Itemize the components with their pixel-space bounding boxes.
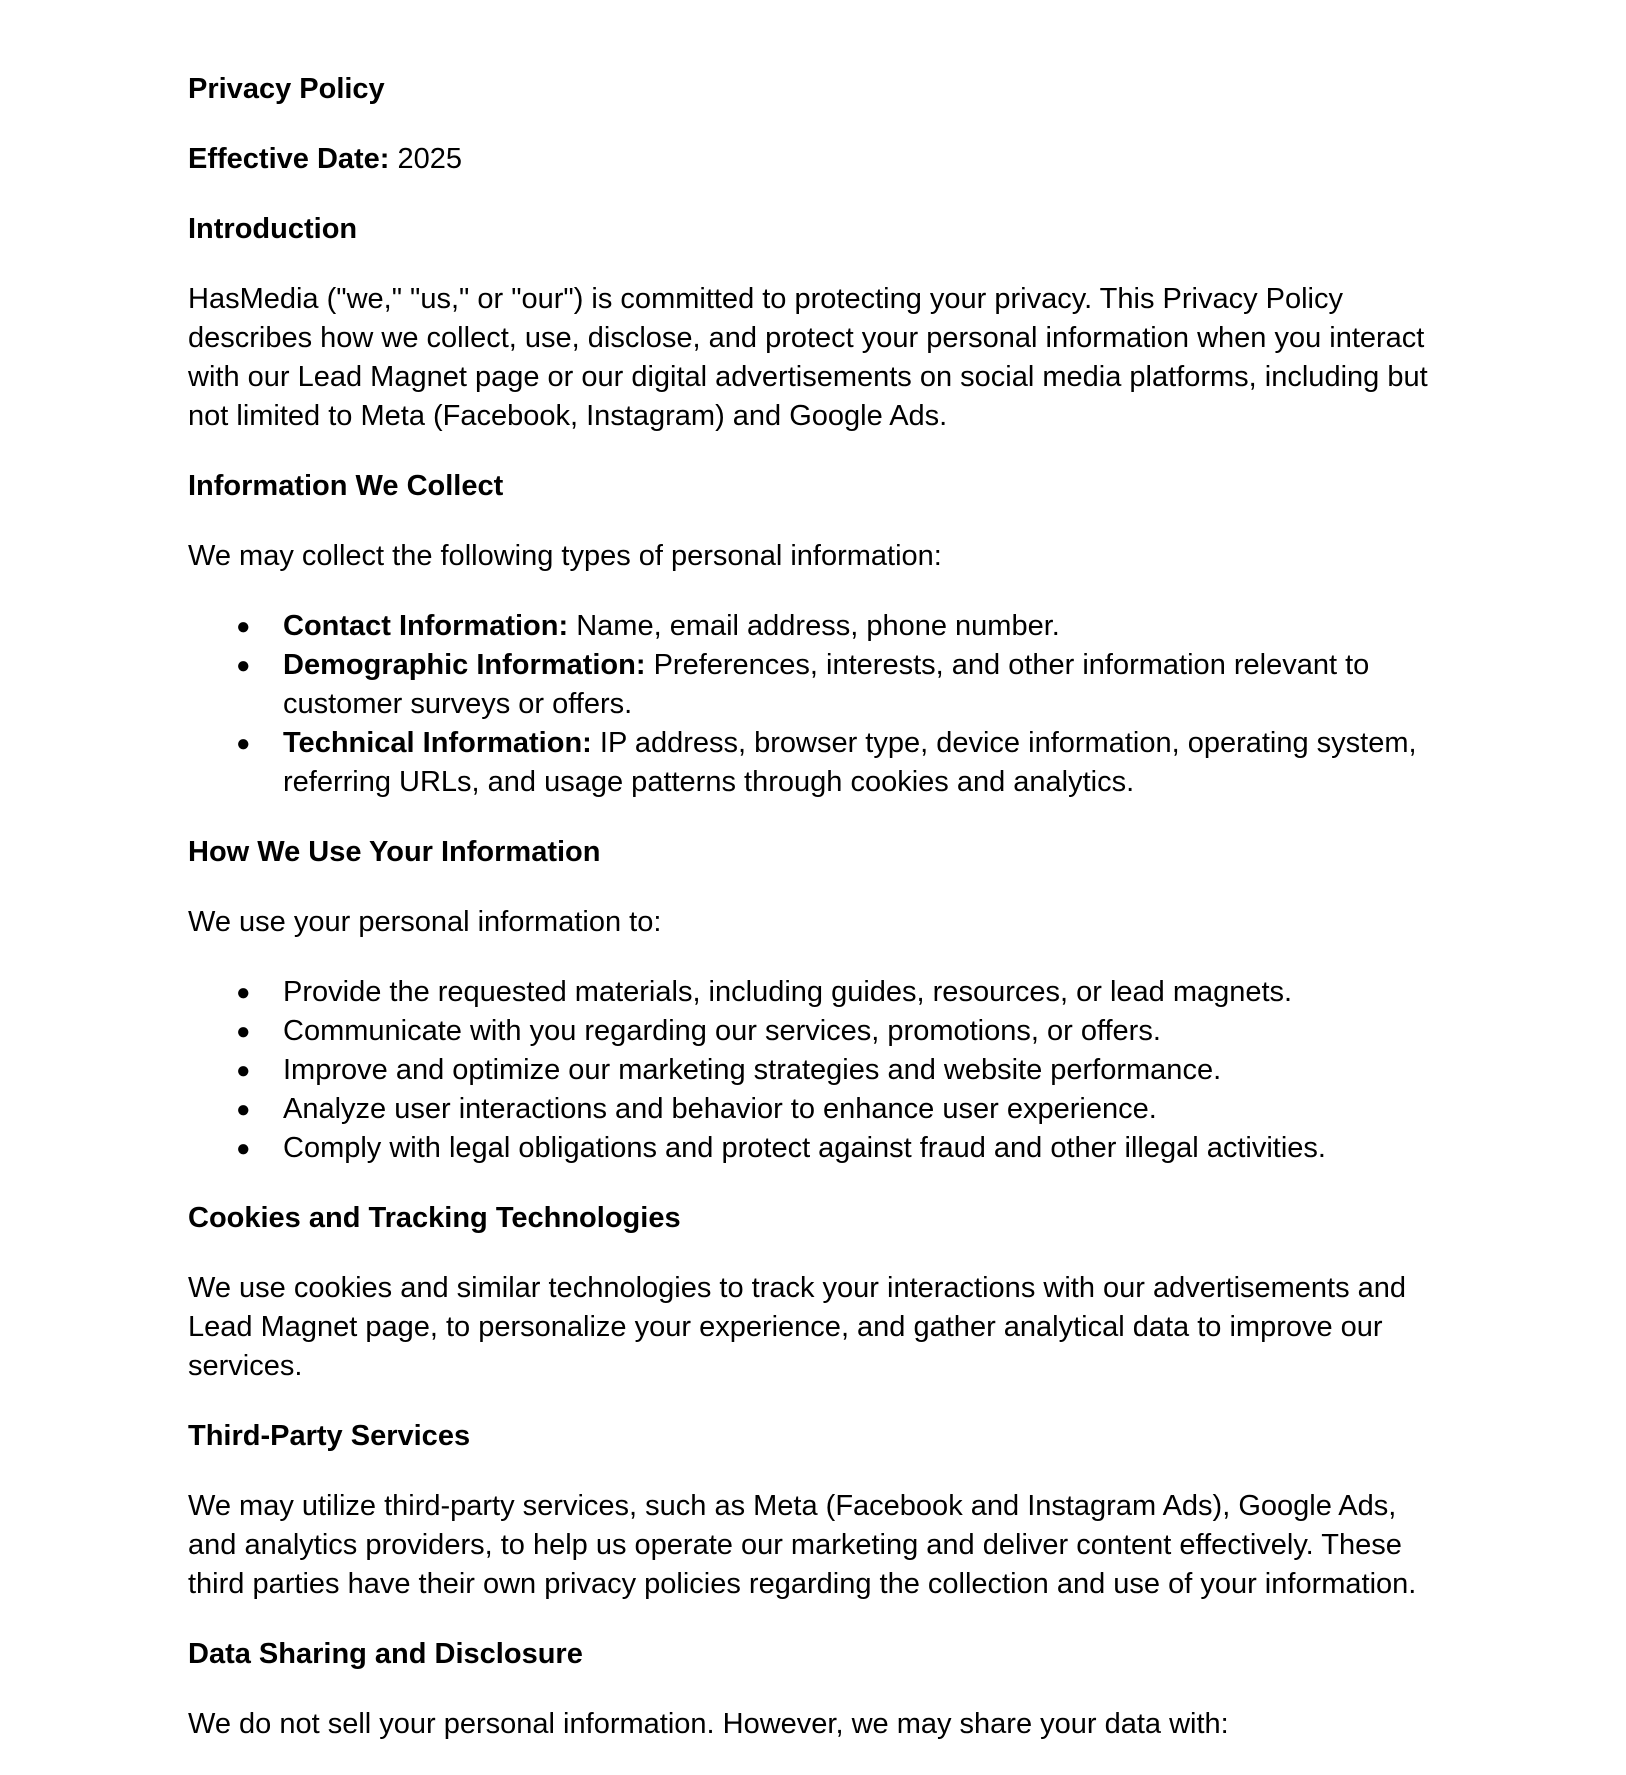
cookies-paragraph: We use cookies and similar technologies to track your interactions with our advertisements and Lead Magnet page, to personalize your experience, and gather analytical data to improve our services. [188,1272,1407,1382]
bullet-icon: ● [236,1057,251,1084]
list-item-text: Name, email address, phone number. [576,610,1060,642]
third-party-heading: Third-Party Services [188,1420,471,1452]
list-item-text: Communicate with you regarding our services, promotions, or offers. [283,1015,1161,1047]
bullet-icon: ● [236,1018,251,1045]
list-item-text: IP address, browser type, device information, operating system, referring URLs, and usage patterns through cookies and analytics. [283,727,1417,798]
effective-date-label: Effective Date: [188,143,390,175]
list-item [188,607,1448,646]
document-title: Privacy Policy [188,73,385,105]
list-item-label: Contact Information: [283,610,569,642]
intro-paragraph: HasMedia ("we," "us," or "our") is committed to protecting your privacy. This Privacy Policy describes how we collect, use, disclose, and protect your personal information when you interact with our Lead Magnet page or our digital advertisements on social media platforms, including but not limited to Meta (Facebook, Instagram) and Google Ads. [188,283,1428,432]
bullet-icon: ● [236,613,251,640]
use-list [188,973,1448,1168]
list-item [188,646,1448,724]
bullet-icon: ● [236,1096,251,1123]
list-item-label: Technical Information: [283,727,592,759]
use-lead: We use your personal information to: [188,906,662,938]
collect-lead: We may collect the following types of personal information: [188,540,942,572]
effective-date-value: 2025 [397,143,463,175]
bullet-icon: ● [236,1135,251,1162]
list-item [188,1051,1448,1090]
bullet-icon: ● [236,730,251,757]
bullet-icon: ● [236,979,251,1006]
collect-list [188,607,1448,802]
list-item [188,1129,1448,1168]
list-item [188,973,1448,1012]
document-body [188,70,1448,1775]
list-item-text: Preferences, interests, and other information relevant to customer surveys or offers. [283,649,1370,720]
list-item-text: Improve and optimize our marketing strategies and website performance. [283,1054,1222,1086]
use-heading: How We Use Your Information [188,836,601,868]
sharing-heading: Data Sharing and Disclosure [188,1638,583,1670]
intro-heading: Introduction [188,213,358,245]
list-item-text: Comply with legal obligations and protect against fraud and other illegal activities. [283,1132,1326,1164]
bullet-icon: ● [236,652,251,679]
cookies-heading: Cookies and Tracking Technologies [188,1202,681,1234]
effective-date [188,140,1448,179]
list-item [188,1012,1448,1051]
list-item-label: Demographic Information: [283,649,646,681]
collect-heading: Information We Collect [188,470,504,502]
third-party-paragraph: We may utilize third-party services, such as Meta (Facebook and Instagram Ads), Google Ads, and analytics providers, to help us operate our marketing and deliver content effectively. These third parties have their own privacy policies regarding the collection and use of your information. [188,1490,1417,1600]
sharing-lead: We do not sell your personal information. However, we may share your data with: [188,1708,1229,1740]
list-item-text: Analyze user interactions and behavior to enhance user experience. [283,1093,1157,1125]
list-item [188,724,1448,802]
list-item [188,1090,1448,1129]
list-item-text: Provide the requested materials, including guides, resources, or lead magnets. [283,976,1293,1008]
